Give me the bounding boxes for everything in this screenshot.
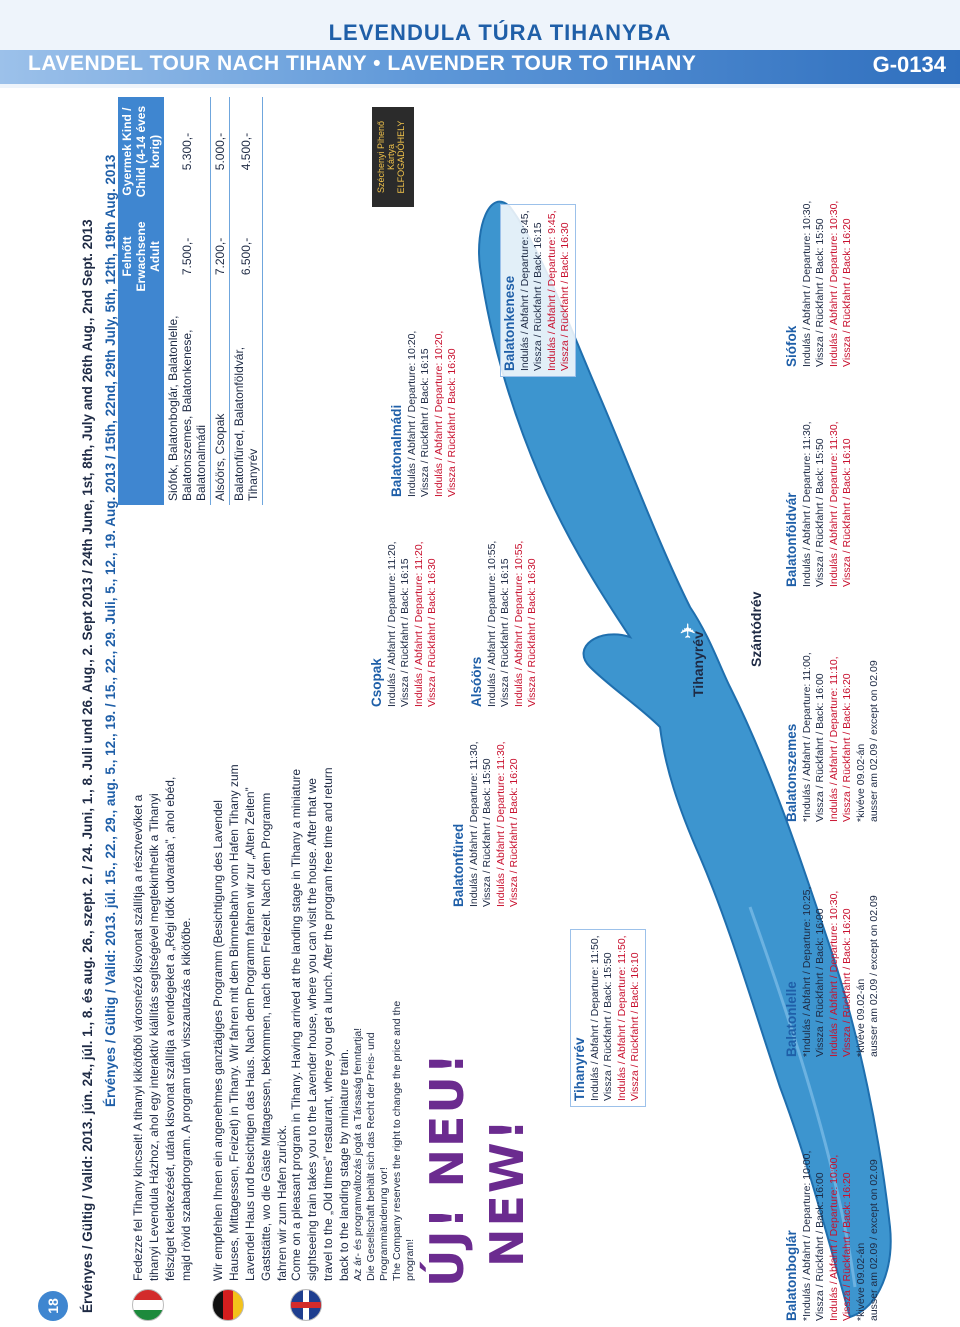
station-line: Indulás / Abfahrt / Departure: 10:30, <box>827 890 840 1057</box>
price-row <box>211 97 230 505</box>
station-balatonkenese <box>500 204 576 377</box>
page-title-de-en: LAVENDEL TOUR NACH TIHANY • LAVENDER TOUR TO TIHANY <box>28 52 697 75</box>
station-line: Vissza / Rückfahrt / Back: 16:15 <box>399 558 411 707</box>
price-row-places: Siófok, Balatonboglár, Balatonlelle, Balatonszemes, Balatonkenese, Balatonalmádi <box>164 307 211 505</box>
reserve-note-de: Die Gesellschaft behält sich das Recht der Preis- und Programmänderung vor! <box>365 1032 390 1281</box>
station-title: Balatonalmádi <box>389 404 404 497</box>
station-line: Indulás / Abfahrt / Departure: 11:50, <box>588 935 601 1101</box>
description-en: Come on a pleasant program in Tihany. Having arrived at the landing stage in Tihany a miniature sightseeing train takes you to the Lavender house, where you can visit the house. After that we travel to the „Old times” restaurant, where you get a lunch. After the program free time and return back to the landing stage by miniature train. <box>289 767 351 1281</box>
station-line: Indulás / Abfahrt / Departure: 11:30, <box>494 741 507 907</box>
station-line: Vissza / Rückfahrt / Back: 15:50 <box>602 952 614 1101</box>
rotated-content <box>0 97 960 1327</box>
page-title-hu: LEVENDULA TÚRA TIHANYBA <box>328 20 672 45</box>
station-title: Siófok <box>784 325 799 367</box>
station-title: Balatonboglár <box>784 1230 799 1321</box>
station-line: Indulás / Abfahrt / Departure: 10:20, <box>432 330 445 497</box>
station-line: Indulás / Abfahrt / Departure: 11:20, <box>385 541 398 707</box>
station-line: Indulás / Abfahrt / Departure: 10:30, <box>800 200 813 367</box>
station-line: ausser am 02.09 / except on 02.09 <box>868 1159 880 1321</box>
station-line: *Indulás / Abfahrt / Departure: 11:00, <box>800 652 813 822</box>
station-line: ausser am 02.09 / except on 02.09 <box>868 660 880 822</box>
station-line: Indulás / Abfahrt / Departure: 10:20, <box>405 330 418 497</box>
station-line: *Indulás / Abfahrt / Departure: 10:00, <box>800 1150 813 1321</box>
map-label-szantodrev: Szántódrév <box>748 591 764 667</box>
station-line: Indulás / Abfahrt / Departure: 9:45, <box>518 210 531 371</box>
description-de: Wir empfehlen Ihnen ein angenehmes ganztägiges Programm (Besichtigung des Lavendel Hauses, Mittagessen, Freizeit) in Tihany. Wir fahren mit dem Bimmelbahn vom Hafen Tihany zum Lavendel Haus und besichtigen das Haus. Nach dem Programm fahren wir zur „Alten Zeiten” Gaststätte, wo die Gäste Mittagessen, bekommen, nach dem Freizeit. Nach dem Programm fahren wir zum Hafen zurück. <box>211 764 289 1281</box>
uk-flag-icon <box>290 1289 322 1321</box>
station-alsoors <box>470 541 540 707</box>
station-line: Vissza / Rückfahrt / Back: 16:20 <box>841 218 853 367</box>
price-table-header <box>118 97 164 505</box>
tour-code: G-0134 <box>872 52 946 77</box>
ferry-icon: ✈ <box>678 622 700 639</box>
station-line: Vissza / Rückfahrt / Back: 16:00 <box>814 673 826 822</box>
hungarian-flag-icon <box>132 1289 164 1321</box>
price-row-places: Balatonfüred, Balatonföldvár, Tihanyrév <box>230 307 263 505</box>
price-row-adult: 7.200,- <box>211 206 230 307</box>
station-line: Indulás / Abfahrt / Departure: 10:30, <box>827 200 840 367</box>
station-line: *kivéve 09.02-án <box>854 978 867 1057</box>
station-title: Balatonlelle <box>784 981 799 1057</box>
station-csopak <box>370 541 440 707</box>
station-siofok <box>785 201 855 367</box>
station-line: Vissza / Rückfahrt / Back: 16:15 <box>419 348 431 497</box>
station-title: Balatonföldvár <box>784 492 799 587</box>
station-line: Vissza / Rückfahrt / Back: 16:30 <box>559 222 571 371</box>
station-line: Vissza / Rückfahrt / Back: 16:30 <box>446 348 458 497</box>
station-line: Vissza / Rückfahrt / Back: 16:20 <box>841 1172 853 1321</box>
station-line: Indulás / Abfahrt / Departure: 10:00, <box>827 1154 840 1321</box>
station-line: Vissza / Rückfahrt / Back: 15:50 <box>814 218 826 367</box>
station-line: *kivéve 09.02-án <box>854 743 867 822</box>
german-flag-icon <box>212 1289 244 1321</box>
station-title: Alsóörs <box>469 656 484 707</box>
station-balatonfured <box>452 741 522 907</box>
station-tihanyrev <box>570 929 646 1107</box>
station-line: Vissza / Rückfahrt / Back: 16:00 <box>814 1172 826 1321</box>
station-balatonszemes <box>785 652 882 822</box>
station-title: Balatonszemes <box>784 723 799 822</box>
validity-line-1: Érvényes / Gültig / Valid: 2013. jún. 24., júl. 1., 8. és aug. 26., szept. 2. / 24. Juni, 1., 8. Juli und 26. Aug., 2. Sept 2013 / 24th June, 1st, 8th, July and 26th Aug., 2nd Sept. 2013 <box>80 219 95 1313</box>
validity-line-2: Érvényes / Gültig / Valid: 2013. júl. 15., 22., 29., aug. 5., 12., 19. / 15., 22., 29. Juli, 5., 12., 19. Aug. 2013 / 15th, 22nd, 29th July, 5th, 12th, 19th Aug. 2013 <box>103 154 118 1107</box>
station-line: Vissza / Rückfahrt / Back: 15:50 <box>814 438 826 587</box>
station-line: Indulás / Abfahrt / Departure: 11:20, <box>412 541 425 707</box>
station-balatonfoldvar <box>785 421 855 587</box>
station-line: Vissza / Rückfahrt / Back: 16:20 <box>841 673 853 822</box>
reserve-note <box>352 981 417 1281</box>
station-line: Vissza / Rückfahrt / Back: 16:10 <box>629 952 641 1101</box>
price-row-child: 5.300,- <box>164 97 211 206</box>
description-hu: Fedezze fel Tihany kincseit! A tihanyi kikötőből városnéző kisvonat szállítja a résztvevőket a tihanyi Levendula Házhoz, ahol egy interaktív kiállítás segítségével megtekinthetik a Tihanyi félsziget keletkezését, utána kisvonat szállítja a vendégeket a „Régi idők udvarába”, ahol ebéd, majd rövid szabadprogram. A program után visszautazás a kikötőbe. <box>131 776 193 1281</box>
station-line: Vissza / Rückfahrt / Back: 16:20 <box>841 908 853 1057</box>
station-title: Tihanyrév <box>572 1037 587 1101</box>
station-line: Vissza / Rückfahrt / Back: 16:30 <box>426 558 438 707</box>
price-row-child: 4.500,- <box>230 97 263 206</box>
station-line: Vissza / Rückfahrt / Back: 16:15 <box>499 558 511 707</box>
station-line: *kivéve 09.02-án <box>854 1242 867 1321</box>
station-title: Balatonkenese <box>502 275 517 371</box>
station-line: Vissza / Rückfahrt / Back: 16:00 <box>814 908 826 1057</box>
station-line: Indulás / Abfahrt / Departure: 11:10, <box>827 656 840 822</box>
new-badge-line-2: NEW! <box>480 1117 534 1267</box>
station-line: Indulás / Abfahrt / Departure: 10:55, <box>485 540 498 707</box>
station-line: Vissza / Rückfahrt / Back: 15:50 <box>481 758 493 907</box>
page-number: 18 <box>38 1291 68 1321</box>
price-row-adult: 6.500,- <box>230 206 263 307</box>
price-row <box>164 97 211 505</box>
station-line: Indulás / Abfahrt / Departure: 11:30, <box>827 421 840 587</box>
station-balatonboglar <box>785 1151 882 1321</box>
station-line: Indulás / Abfahrt / Departure: 11:50, <box>615 935 628 1101</box>
station-line: Vissza / Rückfahrt / Back: 16:15 <box>532 222 544 371</box>
station-line: Vissza / Rückfahrt / Back: 16:30 <box>526 558 538 707</box>
station-balatonlelle <box>785 887 882 1057</box>
station-line: *Indulás / Abfahrt / Departure: 10:25, <box>800 886 813 1057</box>
station-line: Indulás / Abfahrt / Departure: 10:55, <box>512 540 525 707</box>
reserve-note-en: The Company reserves the right to change the price and the program! <box>391 1000 416 1281</box>
map-label-tihanyrev: Tihanyrév <box>690 631 706 697</box>
price-row <box>230 97 263 505</box>
price-row-places: Alsóörs, Csopak <box>211 307 230 505</box>
station-line: Indulás / Abfahrt / Departure: 11:30, <box>800 421 813 587</box>
station-line: Vissza / Rückfahrt / Back: 16:20 <box>508 758 520 907</box>
price-row-child: 5.000,- <box>211 97 230 206</box>
price-table <box>118 97 263 505</box>
station-title: Csopak <box>369 658 384 707</box>
price-header-child: Gyermek Kind / Child (4-14 éves korig) <box>118 97 164 206</box>
new-badge-line-1: ÚJ! NEU! <box>420 1051 474 1287</box>
szep-card-logo: Széchenyi Pihenő Kártya ELFOGADÓHELY <box>372 107 414 207</box>
station-line: Indulás / Abfahrt / Departure: 11:30, <box>467 741 480 907</box>
price-header-adult: Felnőtt Erwachsene Adult <box>118 206 164 307</box>
station-balatonalmadi <box>390 331 460 497</box>
station-line: ausser am 02.09 / except on 02.09 <box>868 895 880 1057</box>
station-line: Indulás / Abfahrt / Departure: 9:45, <box>545 210 558 371</box>
price-row-adult: 7.500,- <box>164 206 211 307</box>
reserve-note-hu: Az ár- és programváltozás jogát a Társaság fenntartja! <box>352 1027 364 1281</box>
price-header-blank <box>118 307 164 505</box>
station-line: Vissza / Rückfahrt / Back: 16:10 <box>841 438 853 587</box>
station-title: Balatonfüred <box>451 823 466 907</box>
